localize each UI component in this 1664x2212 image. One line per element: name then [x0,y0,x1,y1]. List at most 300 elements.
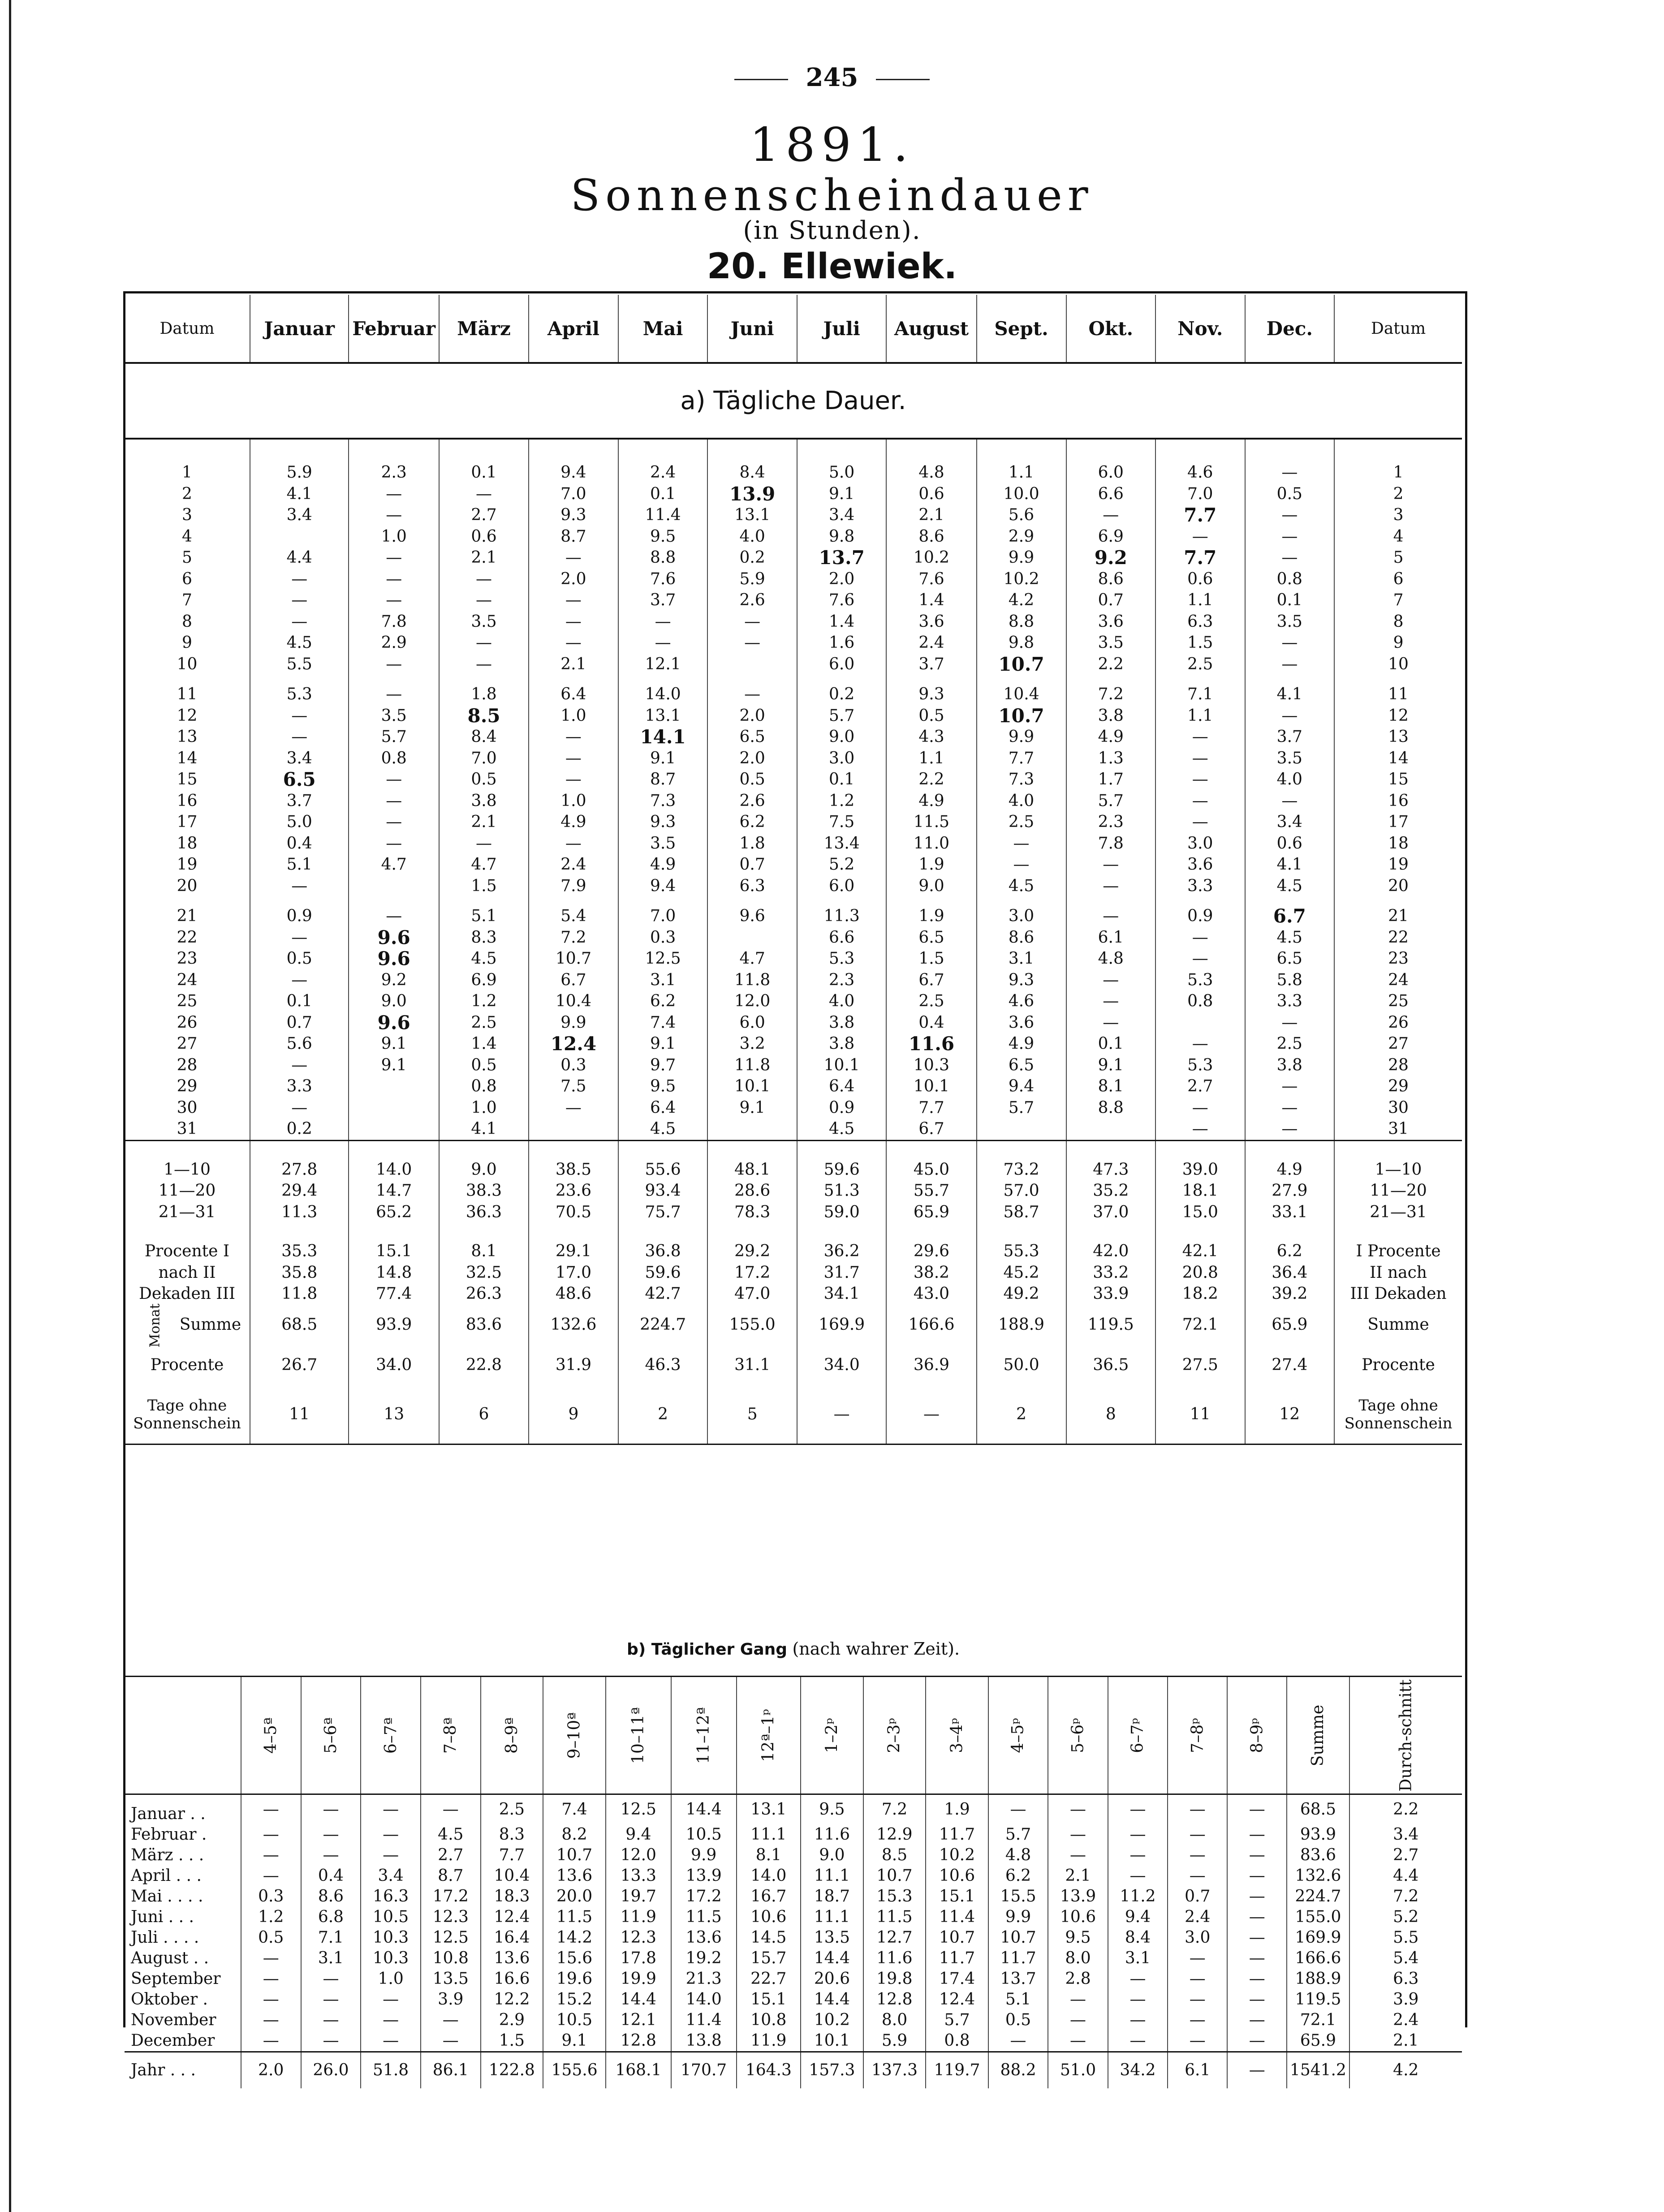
decade-sums-value: 57.0 [1003,1181,1039,1200]
day-label: 26 [177,1013,198,1032]
monat-summe-value: 132.6 [529,1305,618,1345]
hourly-value: — [1227,2031,1287,2052]
day-label: 13 [177,728,198,746]
decade-sums-value: 14.0 [376,1160,412,1179]
daily-column [1155,439,1245,675]
hourly-value: 10.7 [543,1845,606,1866]
hourly-value: 10.7 [863,1866,926,1886]
hourly-value: — [1168,1866,1227,1886]
tage-ohne-row [125,1385,1462,1444]
hourly-value: 10.6 [1048,1907,1108,1927]
daily-column [349,675,439,897]
daily-value: 1.2 [471,992,497,1010]
decade-sums-value: 47.3 [1093,1160,1129,1179]
daily-value: — [1192,813,1208,831]
hourly-value: 7.1 [301,1927,361,1948]
daily-value: 4.1 [286,484,312,503]
daily-value: — [1192,949,1208,968]
hourly-value: 3.4 [361,1866,421,1886]
decade-percent-value: 43.0 [913,1285,950,1303]
decade-percent-value: 14.8 [376,1263,412,1282]
decade-sums-value: 73.2 [1003,1160,1039,1179]
daily-value: 1.4 [829,612,855,631]
daily-value: 6.7 [918,1120,944,1138]
monat-summe-value: 169.9 [797,1305,887,1345]
day-label: 3 [182,506,192,524]
monat-label: Monat [147,1303,163,1348]
hourly-value: 2.9 [481,2010,543,2031]
daily-column [250,439,349,675]
decade-percent-column [1066,1223,1156,1305]
decade-sums-value: 59.0 [823,1203,860,1221]
hourly-value: — [241,1969,301,1989]
hourly-value: — [421,1794,481,1825]
jahr-value: 6.1 [1168,2052,1227,2089]
decade-percent-column [529,1223,618,1305]
daily-value: 3.1 [1008,949,1035,968]
day-label: 9 [182,634,192,652]
daily-value: 4.9 [918,791,944,810]
month-label: Juli . . . . [131,1928,199,1947]
daily-value: 4.3 [918,728,944,746]
hourly-value: 12.8 [863,1989,926,2010]
hourly-value: 10.3 [361,1948,421,1969]
daily-value: 6.0 [739,1013,765,1032]
hourly-value: 14.5 [737,1927,801,1948]
decade-sums-column [707,1140,797,1223]
page-edge-mark [9,0,11,2212]
daily-value: 4.4 [286,548,312,567]
monat-summe-value: 72.1 [1155,1305,1245,1345]
daily-column [529,897,618,1140]
decade-percent [125,1223,1462,1305]
daily-value: 1.5 [918,949,944,968]
decade-sums-column [886,1140,976,1223]
daily-value: 1.8 [471,685,497,703]
month-label: September [131,1970,221,1988]
decade-percent-value: 35.3 [281,1242,318,1260]
tage-ohne-value: 11 [1155,1385,1245,1444]
day-label: 30 [177,1098,198,1117]
day-label: 24 [177,970,198,989]
tage-ohne-value: 2 [618,1385,708,1444]
hourly-value: 0.5 [988,2010,1048,2031]
daily-value: 2.9 [1008,527,1035,546]
decade-sums-value: 4.9 [1276,1160,1302,1179]
daily-value [529,1118,618,1140]
daily-value: 5.3 [1187,970,1213,989]
jahr-value: 137.3 [863,2052,926,2089]
daily-value: — [386,591,402,609]
daily-value: 1.9 [918,855,944,874]
daily-value: 5.9 [286,463,312,482]
decade-percent-value: 42.1 [1182,1242,1218,1260]
daily-value: 5.9 [739,569,765,588]
hourly-value: — [1227,1824,1287,1845]
hourly-value: 5.1 [988,1989,1048,2010]
day-label: 16 [1388,791,1409,810]
daily-value: — [386,655,402,673]
daily-value: — [1281,1077,1298,1095]
hourly-value: — [301,1824,361,1845]
daily-value: 9.6 [377,1011,410,1034]
day-label: 18 [1388,834,1409,853]
daily-column [797,675,887,897]
daily-value: 8.7 [650,770,676,789]
daily-value: 3.0 [1008,907,1035,925]
decade-percent-column [349,1223,439,1305]
hour-column-header [926,1677,988,1794]
hourly-value: 10.6 [926,1866,988,1886]
daily-value [708,654,797,675]
daily-value: 0.6 [471,527,497,546]
daily-column [439,439,529,675]
hourly-value: 13.1 [737,1794,801,1825]
hourly-value: 9.5 [1048,1927,1108,1948]
daily-value: 11.4 [645,506,681,524]
hour-column-header [737,1677,801,1794]
daily-value: — [1281,1120,1298,1138]
hourly-value: — [1108,2010,1168,2031]
row-label: III Dekaden [1350,1285,1447,1303]
hourly-value: 13.7 [988,1969,1048,1989]
hourly-value: 22.7 [737,1969,801,1989]
monat-procente-value: 27.4 [1245,1345,1335,1385]
day-label: 18 [177,834,198,853]
hourly-value: 10.6 [737,1907,801,1927]
decade-sums-column [439,1140,529,1223]
daily-value: 3.2 [739,1035,765,1053]
daily-value: 1.9 [918,907,944,925]
hourly-value: 14.4 [801,1989,863,2010]
daily-value: 5.7 [1008,1098,1035,1117]
daily-value: 0.1 [471,463,497,482]
daily-value: 10.4 [555,992,591,1010]
hourly-row [125,2031,1462,2052]
hourly-value: 224.7 [1287,1886,1349,1907]
hourly-row [125,1886,1462,1907]
hourly-value: 2.1 [1048,1866,1108,1886]
daily-value: 11.3 [823,907,860,925]
hourly-value: 14.2 [543,1927,606,1948]
hourly-value: 6.8 [301,1907,361,1927]
daily-value: — [565,1098,582,1117]
tage-ohne-label-right: Tage ohne Sonnenschein [1334,1385,1462,1444]
hourly-row [125,2010,1462,2031]
daily-value: 0.2 [739,548,765,567]
jahr-value: 1541.2 [1287,2052,1349,2089]
daily-value: 3.0 [829,749,855,768]
daily-value: 3.5 [1276,612,1302,631]
daily-value: 2.1 [471,548,497,567]
daily-column [529,439,618,675]
daily-value: — [1013,834,1030,853]
daily-value: 4.5 [1276,928,1302,947]
day-label: 2 [182,484,192,503]
daily-value: 5.8 [1276,970,1302,989]
monat-procente-value: 31.9 [529,1345,618,1385]
daily-value: 7.8 [1098,834,1124,853]
day-label: 4 [182,527,192,546]
hourly-value: 9.0 [801,1845,863,1866]
hourly-value: 4.4 [1349,1866,1462,1886]
daily-value: 10.2 [913,548,950,567]
decade-sums-value: 45.0 [913,1160,950,1179]
hourly-value: 17.4 [926,1969,988,1989]
daily-value: 2.4 [918,634,944,652]
daily-value: 0.2 [286,1120,312,1138]
daily-value: 6.0 [1098,463,1124,482]
daily-value: 0.8 [471,1077,497,1095]
daily-value: — [291,612,308,631]
decade-sums-column [349,1140,439,1223]
hourly-value: 14.4 [606,1989,671,2010]
decade-percent-value: 36.8 [645,1242,681,1260]
hourly-value: — [361,1989,421,2010]
hourly-value: 8.0 [1048,1948,1108,1969]
hourly-value: — [1227,1794,1287,1825]
month-label: Juni . . . [131,1908,194,1926]
month-label: Januar . . [131,1805,206,1823]
row-label: I Procente [1356,1242,1441,1260]
monat-procente-label [125,1345,250,1385]
day-label: 10 [1388,655,1409,673]
hourly-value: 14.4 [671,1794,737,1825]
daily-value: — [386,506,402,524]
day-label: 28 [1388,1056,1409,1074]
decade-percent-value: 36.4 [1272,1263,1308,1282]
daily-value: 8.8 [1098,1098,1124,1117]
day-label: 26 [1388,1013,1409,1032]
decade-sums-value: 11.3 [281,1203,318,1221]
daily-column [349,897,439,1140]
daily-value: 0.8 [1276,569,1302,588]
hourly-value: — [1048,1824,1108,1845]
decade-sums-value: 70.5 [555,1203,591,1221]
daily-value: 0.5 [739,770,765,789]
decade-percent-value: 33.2 [1093,1263,1129,1282]
hour-column-header [241,1677,301,1794]
decade-sums-value: 75.7 [645,1203,681,1221]
hour-column-label: 7–8ᵖ [1188,1717,1207,1753]
daily-value: 6.5 [283,768,316,790]
daily-value: — [1103,876,1119,895]
hour-column-label: 3–4ᵖ [948,1717,966,1753]
hourly-value: — [421,2010,481,2031]
hourly-value: 10.8 [737,2010,801,2031]
column-header-0: Datum [125,295,250,363]
daily-value: 11.5 [913,813,950,831]
daily-value: 0.2 [829,685,855,703]
year-heading: 1891. [750,117,914,172]
daily-column [618,897,708,1140]
hourly-value: 10.3 [361,1927,421,1948]
decade-3-rows [125,897,1462,1140]
decade-percent-value: 8.1 [471,1242,497,1260]
hourly-value: 5.4 [1349,1948,1462,1969]
daily-value: 4.7 [739,949,765,968]
day-label: 14 [1388,749,1409,768]
daily-value: — [1192,1035,1208,1053]
daily-value: 6.0 [829,876,855,895]
daily-value: 1.1 [1187,706,1213,725]
monat-summe [125,1305,1462,1345]
hourly-value: — [421,2031,481,2052]
daily-value: 7.7 [1184,547,1217,569]
hour-column-label: 9–10ª [565,1712,584,1759]
hourly-value: 17.8 [606,1948,671,1969]
daily-value: 4.1 [1276,855,1302,874]
hourly-value: 10.7 [926,1927,988,1948]
daily-column [977,897,1066,1140]
daily-value: 3.5 [1276,749,1302,768]
daily-value: 0.9 [286,907,312,925]
hourly-value: 13.9 [1048,1886,1108,1907]
hour-column-label: 4–5ª [262,1717,280,1754]
daily-value: 7.2 [560,928,586,947]
daily-value: 3.8 [829,1013,855,1032]
hourly-value: 20.6 [801,1969,863,1989]
monat-summe-value: 166.6 [886,1305,976,1345]
daily-value: 5.3 [286,685,312,703]
daily-value: 5.6 [286,1035,312,1053]
decade-percent-value: 38.2 [913,1263,950,1282]
daily-value: 3.5 [471,612,497,631]
hourly-value: 13.5 [801,1927,863,1948]
hour-column-header [301,1677,361,1794]
daily-value: 5.2 [829,855,855,874]
hourly-value: — [301,1794,361,1825]
daily-value: 10.0 [1003,484,1039,503]
daily-value: 9.1 [650,749,676,768]
daily-value: 9.6 [739,907,765,925]
hourly-value: 5.9 [863,2031,926,2052]
daily-value: 5.7 [829,706,855,725]
daily-value [349,1097,439,1119]
day-label: 27 [177,1035,198,1053]
daily-value: 1.4 [918,591,944,609]
jahr-value: 164.3 [737,2052,801,2089]
daily-value: 6.2 [739,813,765,831]
daily-value: 2.2 [1098,655,1124,673]
hourly-value: — [1168,1824,1227,1845]
hourly-value: 0.7 [1168,1886,1227,1907]
hour-column-header [543,1677,606,1794]
daily-value: — [1281,548,1298,567]
daily-value: 2.1 [918,506,944,524]
day-label: 19 [1388,855,1409,874]
daily-value: 13.9 [729,483,776,505]
decade-percent-value: 42.0 [1093,1242,1129,1260]
tage-ohne-value: 5 [707,1385,797,1444]
hourly-value: 10.5 [361,1907,421,1927]
day-label: 30 [1388,1098,1409,1117]
hourly-value: — [1227,1969,1287,1989]
column-header-6: Juni [707,295,797,363]
daily-value: 0.1 [829,770,855,789]
hourly-value: 3.9 [1349,1989,1462,2010]
monat-summe-value: 68.5 [250,1305,349,1345]
daily-value: — [1281,655,1298,673]
daily-value: — [291,1056,308,1074]
month-label: März . . . [131,1846,204,1864]
daily-value: 7.1 [1187,685,1213,703]
section-b-label: b) Täglicher Gang [626,1640,788,1659]
daily-value: 7.6 [650,569,676,588]
daily-column [439,897,529,1140]
daily-value: 3.4 [286,506,312,524]
row-label: 21—31 [158,1203,216,1221]
daily-value: 2.4 [650,463,676,482]
hourly-value: 7.7 [481,1845,543,1866]
hourly-value: — [241,2010,301,2031]
daily-value: 9.1 [739,1098,765,1117]
daily-value: — [291,569,308,588]
daily-value: 4.7 [471,855,497,874]
daily-value: — [565,728,582,746]
daily-value: — [476,655,492,673]
day-label: 12 [177,706,198,725]
daily-value: 9.1 [1098,1056,1124,1074]
daily-value: 0.9 [829,1098,855,1117]
daily-value: — [565,612,582,631]
daily-value: 12.4 [550,1033,597,1055]
daily-value: 9.3 [1008,970,1035,989]
daily-value: 1.2 [829,791,855,810]
daily-value [250,526,348,548]
hour-column-label: 6–7ᵖ [1129,1717,1147,1753]
day-label: 17 [1388,813,1409,831]
decade-percent-value: 48.6 [555,1285,591,1303]
daily-value: 2.7 [1187,1077,1213,1095]
daily-value: — [291,928,308,947]
hour-column-label: 5–6ª [321,1717,340,1754]
daily-column [707,897,797,1140]
daily-value: — [386,834,402,853]
decade-percent-value: 34.1 [823,1285,860,1303]
hourly-value: 19.8 [863,1969,926,1989]
day-label: 21 [177,907,198,925]
hourly-value: 166.6 [1287,1948,1349,1969]
hourly-value: — [361,1794,421,1825]
day-label: 6 [182,569,192,588]
hourly-value: 15.6 [543,1948,606,1969]
daily-value: 2.7 [471,506,497,524]
daily-column [1245,675,1335,897]
hourly-value: 10.5 [543,2010,606,2031]
decade-sums [125,1140,1462,1223]
hourly-value: 11.9 [606,1907,671,1927]
hourly-value: 3.9 [421,1989,481,2010]
daily-value: 4.9 [560,813,586,831]
hourly-value: 10.4 [481,1866,543,1886]
decade-sums-value: 35.2 [1093,1181,1129,1200]
hourly-value: 8.1 [737,1845,801,1866]
row-label: 21—31 [1370,1203,1427,1221]
hourly-value: 12.1 [606,2010,671,2031]
daily-value: 0.1 [1098,1035,1124,1053]
day-label: 4 [1393,527,1404,546]
hourly-value: 14.0 [737,1866,801,1886]
hourly-value: — [1168,1948,1227,1969]
daily-value: — [1103,1013,1119,1032]
hourly-value: 5.7 [988,1824,1048,1845]
hourly-value: — [1227,1886,1287,1907]
daily-value: 5.7 [381,728,407,746]
daily-value: 4.0 [1276,770,1302,789]
hourly-value: 11.7 [926,1824,988,1845]
daily-value: 4.1 [471,1120,497,1138]
